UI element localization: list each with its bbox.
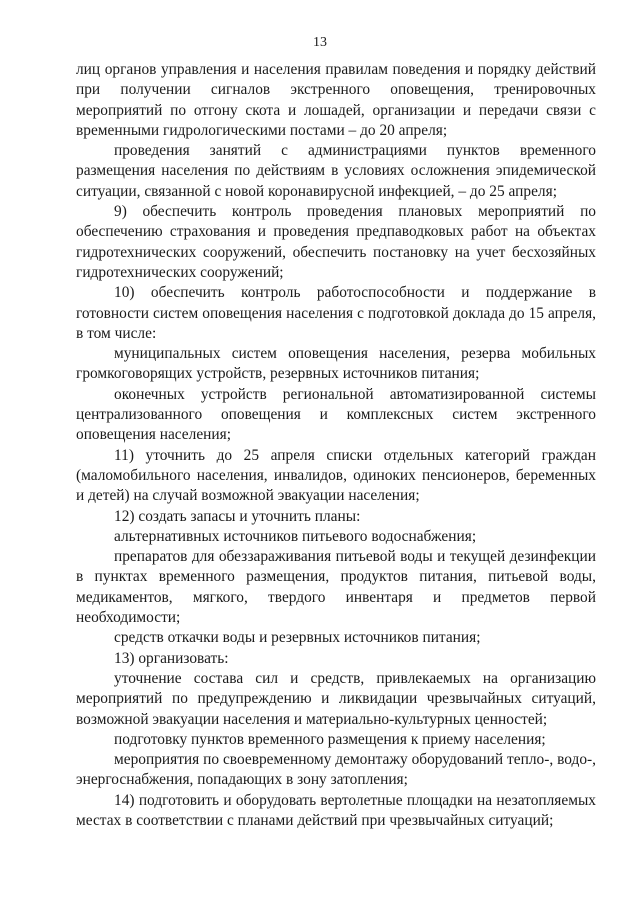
document-body [76,60,596,831]
paragraph: муниципальных систем оповещения населения, резерва мобильных громкоговорящих устройств, резервных источников питания; [76,345,596,383]
page-number: 13 [313,35,327,50]
paragraph: альтернативных источников питьевого водоснабжения; [114,527,477,545]
paragraph: мероприятия по своевременному демонтажу оборудований тепло-, водо-, энергоснабжения, попадающих в зону затопления; [76,751,596,789]
paragraph: 14) подготовить и оборудовать вертолетные площадки на незатопляемых местах в соответствии с планами действий при чрезвычайных ситуаций; [76,791,596,829]
paragraph: 13) организовать: [114,649,229,667]
paragraph: лиц органов управления и населения правилам поведения и порядку действий при получении сигналов экстренного оповещения, тренировочных мероприятий по отгону скота и лошадей, организации и передачи связи с временными гидрологическими постами – до 20 апреля; [76,61,596,139]
paragraph: средств откачки воды и резервных источников питания; [114,629,481,647]
paragraph: уточнение состава сил и средств, привлекаемых на организацию мероприятий по предупреждению и ликвидации чрезвычайных ситуаций, возможной эвакуации населения и материально-культурных ценностей; [76,669,596,728]
paragraph: 9) обеспечить контроль проведения плановых мероприятий по обеспечению страхования и проведения предпаводковых работ на объектах гидротехнических сооружений, обеспечить постановку на учет бесхозяйных гидротехнических сооружений; [76,203,596,281]
paragraph: 11) уточнить до 25 апреля списки отдельных категорий граждан (маломобильного населения, инвалидов, одиноких пенсионеров, беременных и детей) на случай возможной эвакуации населения; [76,446,596,505]
paragraph: оконечных устройств региональной автоматизированной системы централизованного оповещения и комплексных систем экстренного оповещения населения; [76,385,596,444]
paragraph: подготовку пунктов временного размещения к приему населения; [114,730,546,748]
paragraph: 10) обеспечить контроль работоспособности и поддержание в готовности систем оповещения населения с подготовкой доклада до 15 апреля, в том числе: [76,284,596,342]
paragraph: проведения занятий с администрациями пунктов временного размещения населения по действиям в условиях осложнения эпидемической ситуации, связанной с новой коронавирусной инфекцией, – до 25 апреля; [76,142,596,200]
paragraph: 12) создать запасы и уточнить планы: [114,507,361,525]
paragraph: препаратов для обеззараживания питьевой воды и текущей дезинфекции в пунктах временного размещения, продуктов питания, питьевой воды, медикаментов, мягкого, твердого инвентаря и предметов первой необходимости; [76,548,596,627]
